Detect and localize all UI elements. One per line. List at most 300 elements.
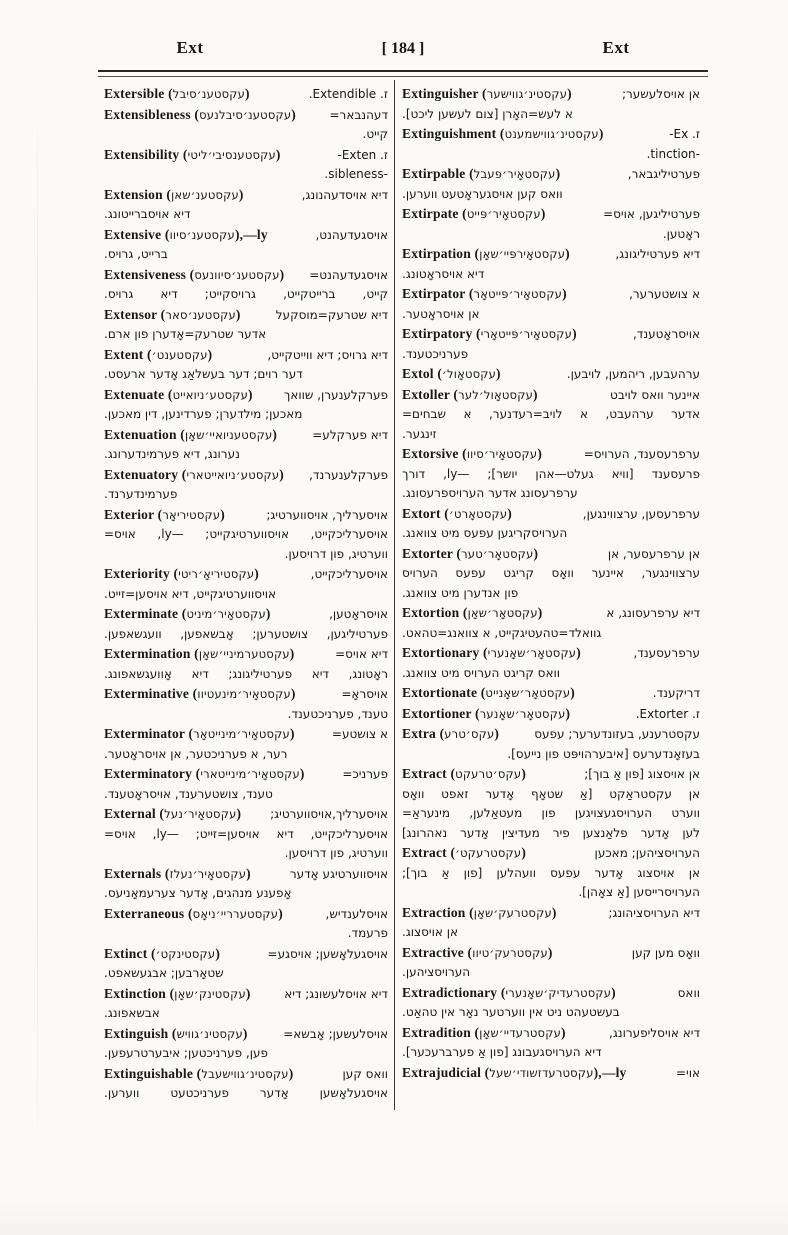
- dictionary-entry: [402, 603, 700, 643]
- entry-pronunciation: עקסטאָיר׳פּעבל: [473, 167, 556, 181]
- entry-first-line: [402, 724, 700, 745]
- entry-first-line: [104, 604, 388, 625]
- entry-first-line: [104, 265, 388, 286]
- entry-definition-start: אויסראָטענד,: [632, 327, 700, 341]
- entry-definition-start: איינער וואס לויבט: [610, 387, 700, 402]
- dictionary-entry: [402, 724, 700, 764]
- entry-first-line: [104, 465, 388, 486]
- entry-first-line: [402, 643, 700, 664]
- entry-first-line: [402, 843, 700, 864]
- entry-first-line: [104, 564, 388, 585]
- entry-first-line: [402, 444, 700, 465]
- entry-headword: Extirpable (עקסטאָיר׳פּעבל): [402, 166, 561, 181]
- entry-pronunciation: עקסטרעדיק׳שאָנערי: [505, 985, 612, 1000]
- dictionary-entry: [402, 84, 700, 124]
- entry-pronunciation: עקסטאָר׳שאָנייט: [485, 686, 571, 700]
- entry-definition-line: דער רוים; דער בעשלאַג אָדער ארעסט.: [104, 367, 303, 381]
- dictionary-entry: [104, 1064, 388, 1104]
- entry-pronunciation: עקסטאָר׳טער: [461, 546, 534, 561]
- entry-definition-start: ערפרעסענד, הערויס=: [583, 447, 700, 461]
- dictionary-entry: [402, 444, 700, 504]
- entry-headword: Extenuation (עקסטעניואיי׳שאָן): [104, 426, 278, 442]
- entry-headword: Exterminative (עקסטאָיר׳מינעטיוו): [104, 686, 296, 701]
- entry-pronunciation: עקס׳טרע: [444, 727, 495, 741]
- entry-first-line: [104, 305, 388, 326]
- entry-definition-line: אן אויסצוג.: [402, 925, 459, 939]
- entry-headword: Extirpatory (עקסטאָיר׳פּייטאָרי): [402, 326, 577, 341]
- entry-definition-start: א צושטע=: [331, 727, 388, 741]
- dictionary-entry: [104, 904, 388, 944]
- entry-first-line: [104, 225, 388, 246]
- entry-definition-start: דיא פערקלע=: [312, 427, 388, 442]
- entry-headword: Extermination (עקסטערמיניי׳שאָן): [104, 646, 295, 661]
- entry-definition-line: אויסגעלאָשען אָדער פערניכטעט ווערען.: [104, 1086, 388, 1100]
- entry-headword: Extract (עקס׳טרעקט): [402, 766, 527, 781]
- entry-definition-start: דיא ערפרעסונג, א: [606, 606, 700, 620]
- dictionary-entry: [402, 1063, 700, 1084]
- entry-definition-line: וואס קען אויסגעראָטעט ווערען.: [402, 186, 563, 201]
- entry-headword: Extractive (עקסטרעק׳טיוו): [402, 944, 553, 960]
- dictionary-entry: [402, 544, 700, 604]
- entry-definition-line: -tinction.: [646, 146, 700, 161]
- dictionary-entry: [104, 305, 388, 345]
- entry-headword: Extradictionary (עקסטרעדיק׳שאָנערי): [402, 984, 616, 1000]
- entry-definition-line: שטאָרבען; אבגעשאפט.: [104, 966, 224, 980]
- entry-pronunciation: עקסטענ׳סיוו: [169, 227, 235, 242]
- dictionary-entry: [104, 425, 388, 465]
- entry-pronunciation: עקסטאָול׳לער: [458, 387, 533, 402]
- entry-definition-start: אויסערליך, אויסווערטיג;: [266, 507, 388, 522]
- entry-first-line: [104, 185, 388, 206]
- entry-first-line: [402, 943, 700, 964]
- dictionary-entry: [402, 385, 700, 445]
- entry-pronunciation: עקסטעניואיי׳שאָן: [184, 427, 273, 442]
- entry-first-line: [104, 944, 388, 965]
- entry-definition-line: דיא אויסראָטונג.: [402, 266, 485, 281]
- entry-definition-line: בעשטעהט ניט אין ווערטער נאָר אין טהאַט.: [402, 1005, 620, 1019]
- entry-definition-line: פערניכטענד.: [402, 346, 469, 361]
- entry-headword: Extensor (עקסטענ׳סאר): [104, 306, 241, 322]
- entry-headword: Exterminatory (עקסטאָיר׳מינייטארי): [104, 766, 305, 781]
- entry-definition-start: ז. Exten-: [337, 147, 388, 162]
- entry-definition-start: אויסגעדעהנט=: [309, 267, 388, 282]
- entry-headword: Extirpator (עקסטאָיר׳פּייטאָר): [402, 286, 567, 301]
- entry-definition-line: א לעש=האָרן [צום לעשען ליכט].: [402, 106, 573, 121]
- entry-pronunciation: עקסטינקט׳: [155, 946, 216, 961]
- entry-definition-start: פערטיליגבאר,: [627, 167, 700, 181]
- entry-pronunciation: עקסטרעק׳שאָן: [473, 905, 552, 920]
- entry-first-line: [402, 324, 700, 345]
- dictionary-entry: [402, 903, 700, 943]
- dictionary-entry: [402, 244, 700, 284]
- entry-pronunciation: עקסטאָיר׳מינייטאָר: [193, 727, 290, 741]
- entry-first-line: [402, 504, 700, 525]
- entry-headword: Extinguishment (עקסטינ׳גווישמענט): [402, 126, 604, 141]
- entry-headword: Extensibility (עקסטענסיבי׳ליטי): [104, 146, 281, 162]
- entry-definition-line: ווערטיג, פון דרויסען.: [284, 846, 388, 860]
- header-rule: [98, 70, 708, 77]
- entry-pronunciation: עקסטינק׳שאָן: [174, 986, 246, 1001]
- entry-headword: Extensiveness (עקסטענ׳סיוונעס): [104, 266, 285, 282]
- entry-first-line: [104, 145, 388, 166]
- dictionary-entry: [104, 684, 388, 724]
- entry-definition-start: פערקלענערן, שוואך: [283, 387, 388, 402]
- entry-first-line: [402, 124, 700, 145]
- entry-headword: Extort (עקסטאָרט׳): [402, 505, 512, 521]
- entry-definition-line: ווערטיג, פון דרויסען.: [284, 546, 388, 561]
- entry-pronunciation: עקסטאָול׳: [442, 367, 497, 381]
- entry-headword: Extortionate (עקסטאָר׳שאָנייט): [402, 685, 575, 700]
- entry-headword: Extortion (עקסטאָר׳שאָן): [402, 605, 543, 620]
- entry-definition-line: נערונג, דיא פערמינדערונג.: [104, 447, 240, 461]
- entry-pronunciation: עקסטע׳ניואייט: [172, 387, 249, 402]
- entry-first-line: [402, 704, 700, 725]
- entry-headword: Extenuate (עקסטע׳ניואייט): [104, 386, 253, 402]
- entry-definition-start: אויסלעשען; אָבשא=: [283, 1026, 388, 1041]
- entry-headword: Extinct (עקסטינקט׳): [104, 945, 221, 961]
- dictionary-entry: [104, 864, 388, 904]
- entry-definition-start: ערפרעסען, ערצווינגען,: [582, 506, 700, 521]
- dictionary-entry: [104, 225, 388, 265]
- dictionary-entry: [402, 683, 700, 704]
- entry-pronunciation: עקסטאָיר׳פּייטאָר: [473, 287, 563, 301]
- entry-definition-start: אן אויסלעשער;: [621, 87, 700, 101]
- entry-definition-start: אויסראָ=: [341, 687, 388, 701]
- page-header: [100, 38, 706, 58]
- entry-definition-line: פערטיליגען, צושטערען; אָבשאפען, וועגשאפען.: [104, 626, 388, 641]
- left-column: [104, 84, 388, 1104]
- entry-definition-start: אויסווערטיגע אָדער: [289, 866, 388, 881]
- entry-first-line: [104, 105, 388, 126]
- entry-pronunciation: עקסטאָיר׳נעל: [164, 807, 237, 821]
- entry-definition-line: לען אָדער פלאַנצען פיר מעדיצין אָדער נאהרונג]: [402, 825, 700, 840]
- entry-definition-line: פרעמד.: [347, 926, 388, 940]
- entry-headword: Extraction (עקסטרעק׳שאָן): [402, 904, 557, 920]
- entry-definition-start: ערפרעסענד,: [633, 646, 700, 660]
- dictionary-entry: [104, 724, 388, 764]
- dictionary-entry: [402, 643, 700, 683]
- entry-definition-line: טענד, צושטערענד, אויסראָטענד.: [104, 786, 273, 801]
- entry-definition-start: דיא הערויסציהונג;: [608, 905, 700, 920]
- page-number: [ 184 ]: [381, 40, 425, 57]
- entry-pronunciation: עקסטענ׳שאן: [171, 187, 239, 202]
- entry-pronunciation: עקסטיריאָ׳ריטי: [178, 567, 255, 581]
- entry-definition-start: פערניכ=: [342, 767, 388, 781]
- entry-pronunciation: עקסטאָר׳שאָנערי: [487, 646, 577, 660]
- entry-definition-line: זינגער.: [402, 426, 437, 441]
- dictionary-entry: [104, 345, 388, 385]
- entry-pronunciation: עקסטיריאָר: [162, 507, 221, 522]
- entry-pronunciation: עקסטענ׳סאר: [165, 307, 236, 322]
- entry-first-line: [104, 764, 388, 785]
- entry-first-line: [402, 1063, 700, 1084]
- entry-definition-line: -sibleness.: [324, 167, 388, 181]
- entry-pronunciation: עקסטע׳ניואייטארי: [186, 467, 280, 482]
- entry-pronunciation: עקסטענט׳: [151, 347, 208, 362]
- entry-definition-line: ערפרעסונג אדער הערויספרעסונג.: [402, 486, 578, 500]
- entry-headword: Extent (עקסטענט׳): [104, 346, 213, 362]
- entry-pronunciation: עקסטינ׳גווישעבל: [201, 1066, 289, 1081]
- entry-pronunciation: עקסטאָיר׳מיניט: [186, 607, 266, 621]
- entry-headword: Extinction (עקסטינק׳שאָן): [104, 985, 251, 1001]
- dictionary-entry: [402, 504, 700, 544]
- entry-definition-start: דיא אויס=: [335, 647, 388, 661]
- dictionary-entry: [104, 804, 388, 864]
- entry-headword: Extorsive (עקסטאָיר׳סיוו): [402, 446, 543, 461]
- dictionary-entry: [104, 984, 388, 1024]
- entry-headword: Exterior (עקסטיריאָר): [104, 506, 225, 522]
- dictionary-entry: [104, 465, 388, 505]
- entry-headword: Extersible (עקסטענ׳סיבל): [104, 86, 250, 101]
- entry-first-line: [402, 84, 700, 105]
- entry-pronunciation: עקסטרעק׳טיוו: [472, 945, 548, 960]
- entry-definition-line: פען, פערניכטען; איבערטרעפען.: [104, 1046, 269, 1060]
- entry-definition-line: ראָטונג, דיא פערטיליגונג; דיא אָוועגשאפונג.: [104, 666, 388, 681]
- entry-definition-line: טענד, פערניכטענד.: [287, 706, 388, 721]
- entry-definition-start: עקסטרענע, בעזונדערער; עפעס: [534, 727, 700, 741]
- entry-definition-line: אן אויסצוג אָדער עפעס וועהלען [פון אַ בוך];: [402, 865, 700, 880]
- entry-first-line: [402, 1023, 700, 1044]
- entry-definition-line: גוואלד=טהעטיגקייט, א צוואנג=טהאט.: [402, 625, 602, 640]
- entry-first-line: [402, 164, 700, 185]
- entry-headword: Extortioner (עקסטאָר׳שאָנער): [402, 705, 571, 721]
- entry-headword: Extirpate (עקסטאָיר׳פּייט): [402, 206, 546, 221]
- entry-first-line: [104, 425, 388, 446]
- entry-pronunciation: עקסטינ׳גווישער: [486, 87, 568, 101]
- entry-pronunciation: עקסטאָיר׳סיוו: [466, 447, 538, 461]
- entry-headword: Extrajudicial (עקסטרעדזשודי׳שעל),—ly: [402, 1064, 627, 1080]
- entry-definition-start: דיא אויסליפערונג,: [609, 1025, 700, 1040]
- entry-definition-line: פערמינדערנד.: [104, 487, 178, 501]
- entry-headword: Extorter (עקסטאָר׳טער): [402, 545, 539, 561]
- entry-headword: Exterminate (עקסטאָיר׳מיניט): [104, 606, 271, 621]
- entry-first-line: [104, 345, 388, 366]
- entry-first-line: [402, 764, 700, 785]
- entry-pronunciation: עקסטאָירפּיי׳שאָן: [479, 247, 566, 261]
- entry-definition-start: הערויסציהען; מאכען: [594, 846, 700, 860]
- entry-definition-line: פרעסענד [וויא געלט—אהן יושר]; —ly, דורך: [402, 466, 701, 481]
- scan-edge-artifact: [37, 95, 38, 1175]
- dictionary-entry: [104, 145, 388, 185]
- entry-first-line: [402, 683, 700, 704]
- entry-pronunciation: עקסטאָרט׳: [448, 506, 508, 521]
- dictionary-entry: [402, 364, 700, 385]
- entry-headword: Exteriority (עקסטיריאָ׳ריטי): [104, 566, 259, 581]
- entry-headword: Exterraneous (עקסטערריי׳ניאָס): [104, 905, 283, 921]
- entry-headword: Exterminator (עקסטאָיר׳מינייטאָר): [104, 726, 295, 741]
- entry-pronunciation: עקסטענ׳סיבלנעס: [199, 107, 292, 122]
- entry-headword: Extensibleness (עקסטענ׳סיבלנעס): [104, 106, 296, 122]
- entry-pronunciation: עקסטאָיר׳מינייטארי: [200, 767, 300, 781]
- entry-pronunciation: עקסטאָר׳שאָן: [467, 606, 538, 620]
- entry-first-line: [402, 544, 700, 565]
- entry-pronunciation: עקסטאָיר׳נעלז: [169, 866, 247, 881]
- entry-definition-start: פערטיליגען, אויס=: [603, 207, 700, 221]
- entry-definition-start: דיא פערטיליגונג,: [615, 247, 700, 261]
- entry-first-line: [402, 903, 700, 924]
- entry-definition-start: א צושטערער,: [629, 287, 700, 301]
- dictionary-entry: [104, 764, 388, 804]
- entry-definition-start: אויסראָטען,: [329, 607, 388, 621]
- entry-headword: External (עקסטאָיר׳נעל): [104, 806, 242, 821]
- column-divider: [394, 80, 395, 1110]
- entry-definition-line: בעזאָנדערעס [איבערהויפּט פון נייעס].: [507, 746, 700, 761]
- dictionary-entry: [402, 204, 700, 244]
- entry-pronunciation: עקסטינ׳גוויש: [176, 1026, 243, 1041]
- entry-definition-line: ווערט הערויסגעצויגען פון מעטאַלען, מינעראַ=: [402, 806, 700, 820]
- entry-headword: Extortionary (עקסטאָר׳שאָנערי): [402, 645, 581, 660]
- entry-pronunciation: עקס׳טרעקט: [455, 767, 522, 781]
- entry-definition-line: אבשאפונג.: [104, 1006, 160, 1020]
- entry-definition-line: אדער שטרעק=אָדערן פון ארם.: [104, 327, 267, 341]
- running-head-right: Ext: [602, 38, 630, 57]
- entry-first-line: [104, 84, 388, 105]
- entry-definition-line: דיא הערויסגעבונג [פון אַ פערברעכער].: [402, 1045, 602, 1059]
- entry-headword: Extension (עקסטענ׳שאן): [104, 186, 244, 202]
- entry-headword: Extoller (עקסטאָול׳לער): [402, 386, 538, 402]
- entry-first-line: [104, 1024, 388, 1045]
- entry-first-line: [104, 385, 388, 406]
- dictionary-entry: [402, 284, 700, 324]
- dictionary-entry: [402, 704, 700, 725]
- entry-first-line: [402, 244, 700, 265]
- entry-definition-line: אויסערליכקייט, דיא אויסען=זייט; —ly, אויס=: [104, 826, 388, 841]
- entry-definition-start: אויסלענדיש,: [325, 906, 388, 921]
- entry-pronunciation: עקסטענ׳סיוונעס: [194, 267, 280, 282]
- entry-definition-start: וואס קען: [342, 1066, 388, 1081]
- entry-headword: Extirpation (עקסטאָירפּיי׳שאָן): [402, 246, 570, 261]
- dictionary-entry: [402, 983, 700, 1023]
- entry-pronunciation: עקסטערריי׳ניאָס: [192, 906, 279, 921]
- right-column: [402, 84, 700, 1083]
- scan-shadow-artifact: [0, 1195, 788, 1235]
- entry-headword: Extinguisher (עקסטינ׳גווישער): [402, 86, 572, 101]
- entry-headword: Extol (עקסטאָול׳): [402, 366, 501, 381]
- entry-definition-start: וואָס מען קען: [631, 945, 700, 960]
- entry-definition-start: דעהנבאר=: [329, 107, 388, 122]
- entry-definition-start: אויסערליך,אויסווערטיג;: [270, 807, 388, 821]
- entry-definition-line: קייט.: [362, 127, 388, 141]
- entry-definition-start: דריקענד.: [652, 686, 700, 700]
- entry-definition-line: ברייט, גרויס.: [104, 247, 168, 261]
- entry-definition-line: מאכען; מילדערן; פערדינען, דין מאכען.: [104, 407, 303, 421]
- entry-definition-start: דיא שטרעק=מוסקעל: [275, 307, 388, 322]
- entry-definition-start: אן ערפרעסער, אן: [607, 546, 700, 561]
- entry-first-line: [402, 364, 700, 385]
- dictionary-entry: [104, 84, 388, 105]
- dictionary-entry: [402, 1023, 700, 1063]
- entry-definition-start: אוי=: [675, 1065, 700, 1080]
- entry-first-line: [104, 904, 388, 925]
- entry-headword: Externals (עקסטאָיר׳נעלז): [104, 865, 251, 881]
- dictionary-entry: [104, 105, 388, 145]
- entry-definition-start: פערקלענערנד,: [309, 467, 388, 482]
- entry-pronunciation: עקסטענסיבי׳ליטי: [187, 147, 276, 162]
- entry-pronunciation: עקסטרעקט׳: [455, 846, 522, 860]
- entry-first-line: [104, 724, 388, 745]
- dictionary-entry: [402, 324, 700, 364]
- entry-pronunciation: עקסטאָר׳שאָנער: [479, 706, 566, 721]
- dictionary-entry: [402, 943, 700, 983]
- entry-headword: Extensive (עקסטענ׳סיוו),—ly: [104, 226, 268, 242]
- dictionary-entry: [402, 764, 700, 843]
- entry-definition-start: אויסגעדעהנט,: [315, 227, 388, 242]
- entry-definition-start: דיא אויסדעהנונג,: [301, 187, 388, 202]
- entry-first-line: [104, 804, 388, 825]
- entry-first-line: [104, 505, 388, 526]
- entry-pronunciation: עקסטאָיר׳פּייטאָרי: [480, 327, 573, 341]
- entry-first-line: [104, 1064, 388, 1085]
- entry-definition-line: אדער ערהעבט, א לויב=רעדנער, א שבחים=: [402, 407, 700, 421]
- entry-first-line: [104, 684, 388, 705]
- entry-definition-line: דיא אויסברייטונג.: [104, 207, 191, 221]
- entry-definition-line: ערצווינגער, איינער וואָס קריגט עפעס הערויס: [402, 566, 700, 580]
- entry-first-line: [402, 284, 700, 305]
- dictionary-entry: [104, 265, 388, 305]
- entry-definition-line: קייט, ברייטקייט, גרויסקייט; דיא גרויס.: [104, 287, 388, 301]
- entry-headword: Extenuatory (עקסטע׳ניואייטארי): [104, 466, 284, 482]
- entry-pronunciation: עקסטרעדיי׳שאָן: [479, 1025, 561, 1040]
- dictionary-entry: [104, 604, 388, 644]
- entry-definition-line: הערויסרייסען [אַ צאָהן].: [578, 885, 700, 899]
- entry-headword: Extinguishable (עקסטינ׳גווישעבל): [104, 1065, 294, 1081]
- dictionary-entry: [104, 505, 388, 565]
- entry-pronunciation: עקסטאָיר׳מינעטיוו: [197, 687, 291, 701]
- entry-pronunciation: עקסטאָיר׳פּייט: [466, 207, 541, 221]
- entry-headword: Extinguish (עקסטינ׳גוויש): [104, 1025, 248, 1041]
- entry-definition-start: דיא אויסלעשונג; דיא: [284, 986, 388, 1001]
- entry-definition-start: ז. Extorter.: [635, 706, 700, 721]
- entry-definition-line: רער, א פערניכטער, אן אויסראָטער.: [104, 746, 288, 761]
- entry-pronunciation: עקסטענ׳סיבל: [172, 87, 246, 101]
- entry-definition-start: אויסערליכקייט,: [310, 567, 388, 581]
- entry-definition-line: וואס קריגט הערויס מיט צוואנג.: [402, 665, 561, 680]
- entry-definition-start: דיא גרויס; דיא ווייטקייט,: [267, 347, 388, 362]
- entry-definition-line: אן עקסטראַקט [אַ שטאָף אָדער זאפט וואָס: [402, 786, 700, 801]
- entry-definition-start: ערהעבען, ריהמען, לויבען.: [566, 367, 700, 381]
- entry-first-line: [402, 603, 700, 624]
- entry-definition-line: ראָטען.: [662, 226, 700, 241]
- entry-pronunciation: עקסטערמיניי׳שאָן: [198, 647, 290, 661]
- entry-definition-start: אויסגעלאָשען; אויסגע=: [267, 946, 388, 961]
- entry-definition-line: אויסווערטיגקייט, דיא אויסען=זייט.: [104, 586, 277, 601]
- entry-first-line: [402, 204, 700, 225]
- entry-headword: Extradition (עקסטרעדיי׳שאָן): [402, 1024, 566, 1040]
- running-head-left: Ext: [176, 38, 204, 57]
- dictionary-entry: [104, 1024, 388, 1064]
- entry-first-line: [104, 984, 388, 1005]
- dictionary-entry: [402, 164, 700, 204]
- dictionary-entry: [402, 843, 700, 903]
- entry-definition-line: פון אנדערן מיט צוואנג.: [402, 585, 519, 600]
- entry-definition-start: ז. Extendible.: [308, 87, 388, 101]
- entry-first-line: [402, 983, 700, 1004]
- dictionary-entry: [104, 385, 388, 425]
- entry-definition-line: אָפענע מנהגים, אָדער צערעמאָניעס.: [104, 886, 292, 900]
- entry-definition-start: אן אויסצוג [פון אַ בוך];: [584, 767, 700, 781]
- entry-definition-line: הערויסציהען.: [402, 965, 471, 979]
- entry-headword: Extra (עקס׳טרע): [402, 726, 500, 741]
- entry-definition-start: ז. Ex-: [669, 127, 700, 141]
- entry-headword: Extract (עקסטרעקט׳): [402, 845, 527, 860]
- entry-definition-line: אן אויסראָטער.: [402, 306, 480, 321]
- entry-first-line: [104, 864, 388, 885]
- entry-first-line: [104, 644, 388, 665]
- entry-pronunciation: עקסטרעדזשודי׳שעל: [489, 1065, 594, 1080]
- entry-pronunciation: עקסטינ׳גווישמענט: [504, 127, 599, 141]
- entry-definition-line: אויסערליכקייט, אויסווערטיגקייט; —ly, אויס=: [104, 527, 388, 541]
- dictionary-entry: [402, 124, 700, 164]
